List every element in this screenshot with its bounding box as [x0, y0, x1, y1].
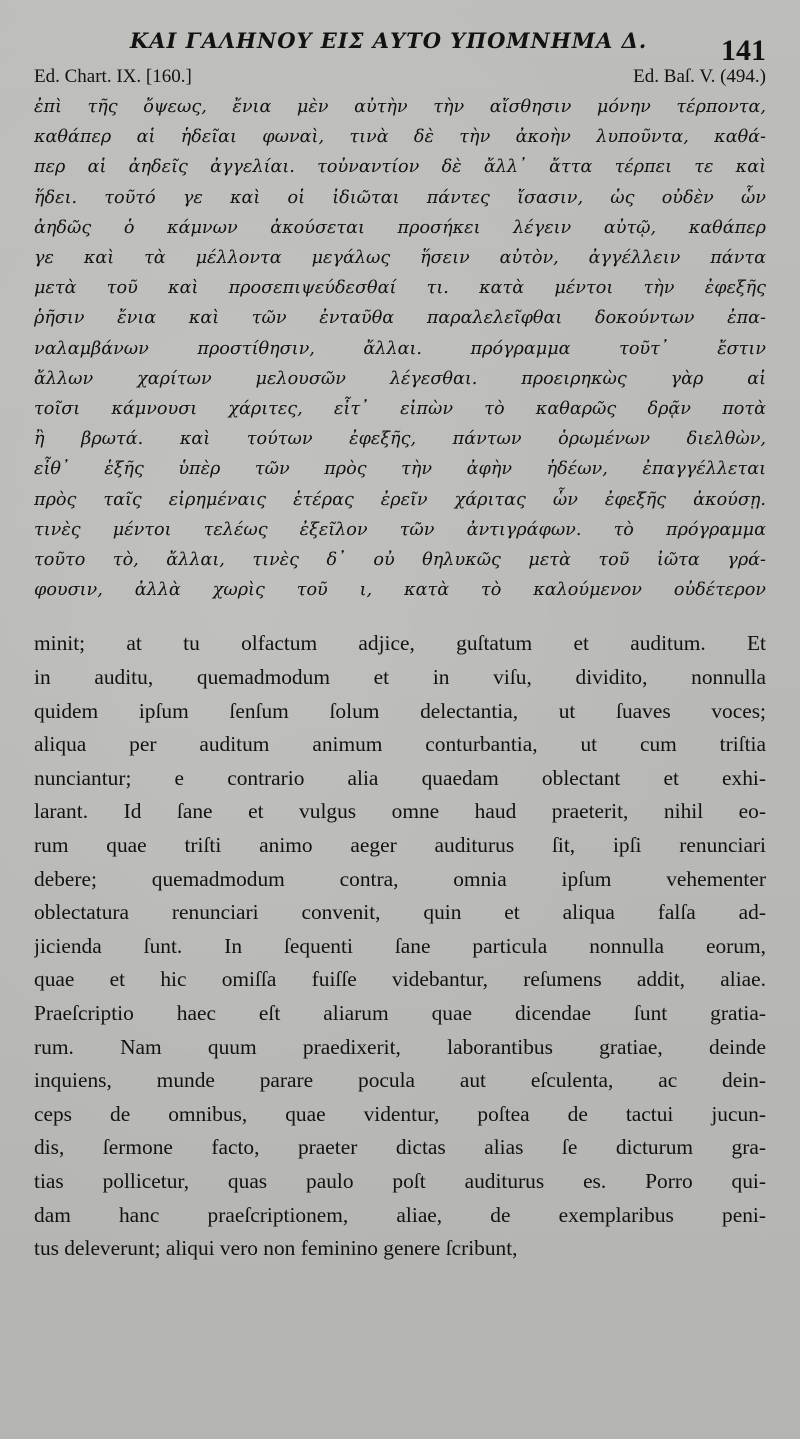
running-title: ΚΑΙ ΓΑΛΗΝΟΥ ΕΙΣ ΑΥΤΟ ΥΠΟΜΝΗΜΑ Δ. [130, 28, 648, 53]
greek-line: τοῖσι κάμνουσι χάριτες, εἶτ᾽ εἰπὼν τὸ καθαρῶς δρᾷν ποτὰ [34, 399, 766, 420]
greek-line: ἐπὶ τῆς ὄψεως, ἔνια μὲν αὐτὴν τὴν αἴσθησιν μόνην τέρποντα, [34, 97, 766, 117]
greek-line: πρὸς ταῖς εἰρημέναις ἑτέρας ἐρεῖν χάριτας ὧν ἐφεξῆς ἀκούσῃ. [34, 489, 766, 510]
latin-line: debere; quemadmodum contra, omnia ipſum vehementer [34, 866, 766, 891]
latin-line: minit; at tu olfactum adjice, guſtatum et auditum. Et [34, 631, 766, 656]
greek-line: ἥδει. τοῦτό γε καὶ οἱ ἰδιῶται πάντες ἴσασιν, ὡς οὐδὲν ὧν [34, 187, 766, 208]
page-number: 141 [721, 34, 766, 67]
greek-text-block [34, 92, 766, 605]
greek-line: ἢ βρωτά. καὶ τούτων ἐφεξῆς, πάντων ὁρωμένων διελθὼν, [34, 429, 766, 450]
latin-line: aliqua per auditum animum conturbantia, ut cum triſtia [34, 732, 766, 757]
latin-line: dis, ſermone facto, praeter dictas alias ſe dicturum gra- [34, 1135, 766, 1160]
greek-line: μετὰ τοῦ καὶ προσεπιψεύδεσθαί τι. κατὰ μέντοι τὴν ἐφεξῆς [34, 278, 766, 299]
greek-line: τινὲς μέντοι τελέως ἐξεῖλον τῶν ἀντιγράφων. τὸ πρόγραμμα [34, 519, 766, 540]
greek-line: φουσιν, ἀλλὰ χωρὶς τοῦ ι, κατὰ τὸ καλούμενον οὐδέτερον [34, 580, 766, 601]
latin-line: dam hanc praeſcriptionem, aliae, de exemplaribus peni- [34, 1202, 766, 1227]
edition-reference-line [34, 66, 766, 92]
greek-line: ναλαμβάνων προστίθησιν, ἄλλαι. πρόγραμμα τοῦτ᾽ ἔστιν [34, 338, 766, 359]
edition-reference-right: Ed. Baſ. V. (494.) [633, 66, 766, 87]
greek-line: ῥῆσιν ἔνια καὶ τῶν ἐνταῦθα παραλελεῖφθαι δοκούντων ἐπα- [34, 308, 766, 329]
greek-line: ἀηδῶς ὁ κάμνων ἀκούσεται προσήκει λέγειν αὐτῷ, καθάπερ [34, 217, 766, 238]
greek-line: περ αἱ ἀηδεῖς ἀγγελίαι. τοὐναντίον δὲ ἄλλ᾽ ἄττα τέρπει τε καὶ [34, 157, 766, 178]
latin-line: larant. Id ſane et vulgus omne haud praeterit, nihil eo- [34, 799, 766, 824]
latin-line: nunciantur; e contrario alia quaedam oblectant et exhi- [34, 765, 766, 790]
latin-line: ceps de omnibus, quae videntur, poſtea de tactui jucun- [34, 1101, 766, 1126]
greek-line: γε καὶ τὰ μέλλοντα μεγάλως ἥσειν αὐτὸν, ἀγγέλλειν πάντα [34, 248, 766, 269]
latin-line: Praeſcriptio haec eſt aliarum quae dicendae ſunt gratia- [34, 1000, 766, 1025]
latin-line: quae et hic omiſſa fuiſſe videbantur, reſumens addit, aliae. [34, 967, 766, 992]
running-head [34, 24, 766, 68]
latin-line: rum quae triſti animo aeger auditurus ſit, ipſi renunciari [34, 833, 766, 858]
latin-text-block [34, 627, 766, 1265]
greek-line: τοῦτο τὸ, ἄλλαι, τινὲς δ᾽ οὐ θηλυκῶς μετὰ τοῦ ἰῶτα γρά- [34, 550, 766, 571]
edition-reference-left: Ed. Chart. IX. [160.] [34, 66, 192, 87]
latin-line: rum. Nam quum praedixerit, laborantibus gratiae, deinde [34, 1034, 766, 1059]
greek-line: εἶθ᾽ ἑξῆς ὑπὲρ τῶν πρὸς τὴν ἀφὴν ἡδέων, ἐπαγγέλλεται [34, 459, 766, 480]
greek-line: ἄλλων χαρίτων μελουσῶν λέγεσθαι. προειρηκὼς γὰρ αἱ [34, 368, 766, 389]
latin-line: tias pollicetur, quas paulo poſt auditurus es. Porro qui- [34, 1168, 766, 1193]
latin-line: jicienda ſunt. In ſequenti ſane particula nonnulla eorum, [34, 933, 766, 958]
latin-line: in auditu, quemadmodum et in viſu, dividito, nonnulla [34, 665, 766, 690]
latin-line: oblectatura renunciari convenit, quin et aliqua falſa ad- [34, 900, 766, 925]
latin-line: quidem ipſum ſenſum ſolum delectantia, ut ſuaves voces; [34, 698, 766, 723]
greek-line: καθάπερ αἱ ἡδεῖαι φωναὶ, τινὰ δὲ τὴν ἀκοὴν λυποῦντα, καθά- [34, 127, 766, 148]
latin-line: inquiens, munde parare pocula aut eſculenta, ac dein- [34, 1068, 766, 1093]
latin-line: tus deleverunt; aliqui vero non feminino genere ſcribunt, [34, 1236, 518, 1261]
